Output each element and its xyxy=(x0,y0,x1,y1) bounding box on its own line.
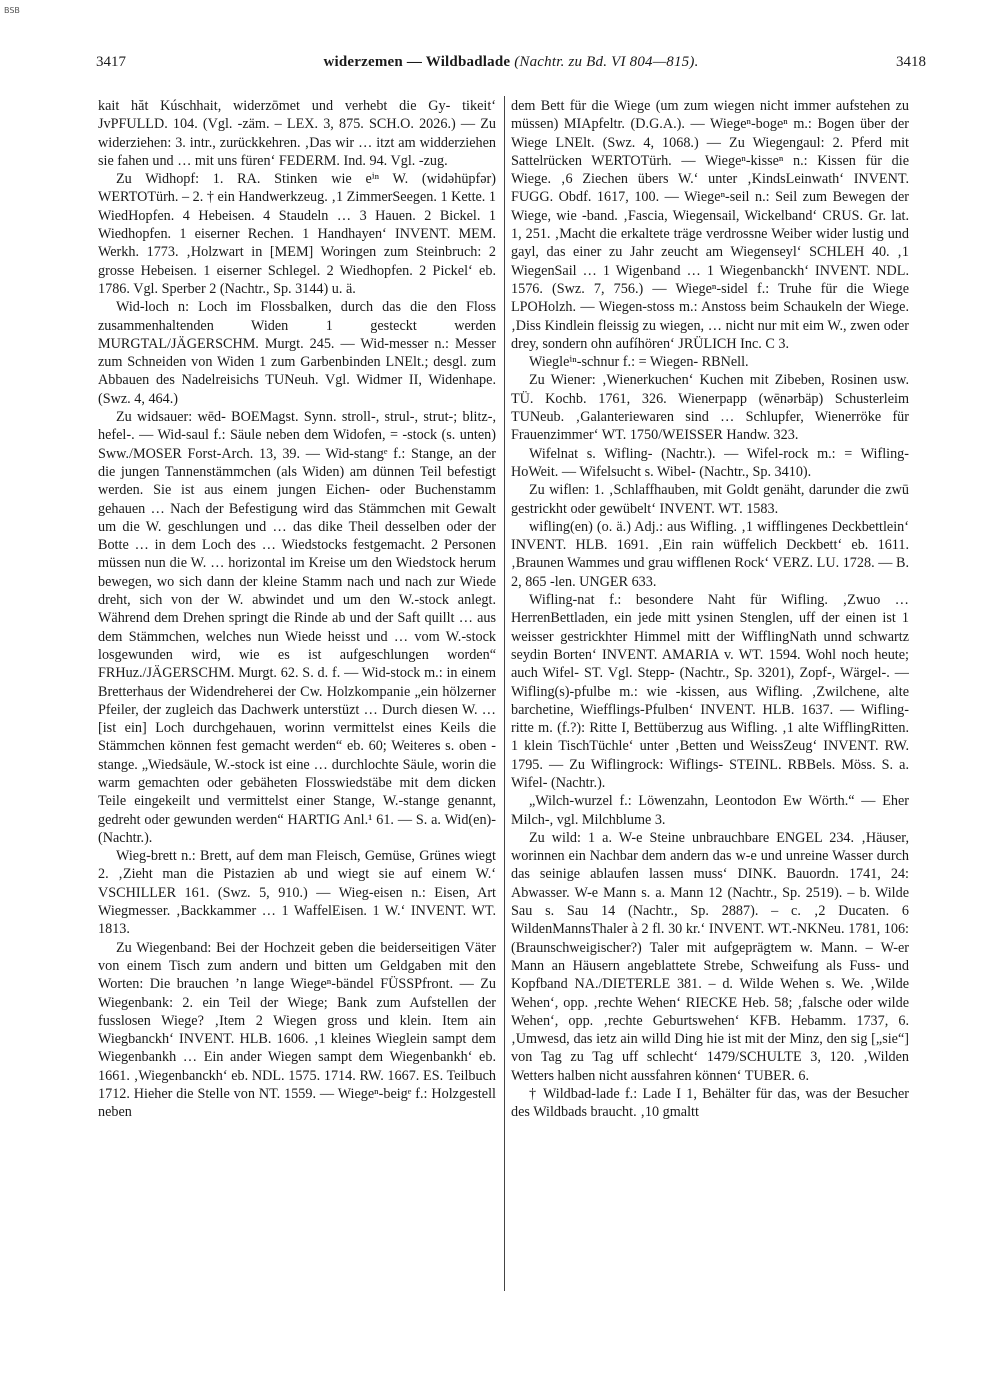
page-number-right: 3418 xyxy=(896,54,926,70)
right-text-column xyxy=(511,97,909,1297)
dictionary-entry: Zu Widhopf: 1. RA. Stinken wie eⁱⁿ W. (widəhüpfər) WERTOTürh. – 2. † ein Handwerkzeug. ‚1 ZimmerSeegen. 1 Kette. 1 WiedHopfen. 4 Hebeisen. 4 Staudeln … 3 Hauen. 2 Bickel. 1 Wiedhopfen. 1 eiserner Rechen. 1 Handhayen‘ INVENT. MEM. Werkh. 1773. ‚Holzwart in [MEM] Woringen zum Steinbruch: 2 grosse Hebeisen. 1 eiserner Schlegel. 2 Wiedhopfen. 2 Pickel‘ eb. 1786. Vgl. Sperber 2 (Nachtr., Sp. 3144) u. ä. xyxy=(98,171,496,297)
page-header xyxy=(96,54,926,74)
column-divider xyxy=(504,96,505,1291)
dictionary-entry: dem Bett für die Wiege (um zum wiegen nicht immer aufstehen zu müssen) MIApfeltr. (D.G.A.). — Wiegeⁿ-bogeⁿ m.: Bogen über der Wiege LNElt. (Swz. 4, 1068.) — Zu Wiegengaul: 2. Pferd mit Sattelrücken WERTOTürh. — Wiegeⁿ-kisseⁿ n.: Kissen für die Wiege. ‚6 Ziechen übers W.‘ unter ‚KindsLeinwath‘ INVENT. FUGG. Obdf. 1617, 100. — Wiegeⁿ-seil n.: Seil zum Bewegen der Wiege, wie -band. ‚Fascia, Wiegensail, Wickelband‘ CRUS. Gr. lat. 1, 251. ‚Macht die erkaltete träge verdrossne Weiber wider lustig und gayl, das einer zu Jahr zeucht am Wiegenseyl‘ SCHLEH 40. ‚1 WiegenSail … 1 Wigenband … 1 Wiegenbanckh‘ INVENT. NDL. 1576. (Swz. 7, 756.) — Wiegeⁿ-sidel f.: Truhe für die Wiege LPOHolzh. — Wiegen-stoss m.: Anstoss beim Schaukeln der Wiege. ‚Diss Kindlein fleissig zu wiegen, … nicht nur mit eim W., zwen oder drey, sondern ohn aufíhören‘ JRÜLICH Inc. C 3. xyxy=(511,98,909,352)
dictionary-entry: Wid-loch n: Loch im Flossbalken, durch das die den Floss zusammenhaltenden Widen 1 gesteckt werden MURGTAL/JÄGERSCHM. Murgt. 245. — Wid-messer n.: Messer zum Schneiden von Widen 1 zum Garbenbinden LNElt.; desgl. zum Abbauen des Nadelreisichs TUNeuh. Vgl. Widmer II, Widenhape. (Swz. 4, 464.) xyxy=(98,299,496,407)
dictionary-entry: Wifling-nat f.: besondere Naht für Wifling. ‚Zwuo … HerrenBettladen, ein jede mitt ysinen Stenglen, uff der einen ist 1 weisser gestrickhter Himmel mitt der WifflingNath unnd schwartz seydin Borten‘ INVENT. AMARIA v. WT. 1594. Wohl noch heute; auch Wifel- ST. Vgl. Stepp- (Nachtr., Sp. 3201), Zopf-, Wärgel-. — Wifling(s)-pfulbe m.: wie -kissen, aus Wifling. ‚Zwilchene, alte barchetine, Wiefflings-Pfulben‘ INVENT. HLB. 1637. — Wifling-ritte m. (f.?): Ritte I, Bettüberzug aus Wifling. ‚1 alte WifflingRitten. 1 klein TischTüchle‘ unter ‚Betten und WeissZeug‘ INVENT. RW. 1795. — Zu Wiflingrock: Wiflings- STEINL. RBBels. Möss. S. a. Wifel- (Nachtr.). xyxy=(511,592,909,791)
library-stamp: BSB xyxy=(4,6,20,15)
dictionary-entry: Zu Wiener: ‚Wienerkuchen‘ Kuchen mit Zibeben, Rosinen usw. TÜ. Kochb. 1761, 326. Wienerpapp (wēnərbäp) Schusterleim TUNeub. ‚Galanteriewaren sind … Schlupfer, Wienerröke für Frauenzimmer‘ WT. 1750/WEISSER Handw. 323. xyxy=(511,372,909,444)
dictionary-entry: † Wildbad-lade f.: Lade I 1, Behälter für das, was der Besucher des Wildbads braucht. ‚10 gmaltt xyxy=(511,1086,909,1121)
dictionary-entry: Wiegleⁱⁿ-schnur f.: = Wiegen- RBNell. xyxy=(529,354,749,371)
dictionary-entry: Wieg-brett n.: Brett, auf dem man Fleisch, Gemüse, Grünes wiegt 2. ‚Zieht man die Pistazien ab und wiegt sie auf einem W.‘ VSCHILLER 161. (Swz. 5, 910.) — Wieg-eisen n.: Eisen, Art Wiegmesser. ‚Backkammer … 1 WaffelEisen. 1 W.‘ INVENT. WT. 1813. xyxy=(98,848,496,938)
dictionary-entry: Zu wiflen: 1. ‚Schlaffhauben, mit Goldt genäht, darunder die zwū gestrickht oder gewübelt‘ INVENT. WT. 1583. xyxy=(511,482,909,517)
dictionary-entry: Zu widsauer: wēd- BOEMagst. Synn. stroll-, strul-, strut-; blitz-, hefel-. — Wid-saul f.: Säule neben dem Widofen, = -stock (s. unten) Sww./MOSER Forst-Arch. 13, 39. — Wid-stangᵉ f.: Stange, an der die jungen Tannenstämmchen (als Widen) am dünnen Teil befestigt werden. Sie ist aus einem jungen Eichen- oder Buchenstamm gehauen … Nach der Befestigung wird das Stämmchen mit Gewalt um die W. geschlungen und … das dike Theil desselben oder der Botte … in dem Loch des … Wiedstocks festgemacht. 2 Personen müssen nun die W. … horizontal im Kreise um den Wiedstock herum bewegen, wo sich dann der kleine Stamm nach und nach zur Wiede dreht, sich von der W. abwindet und um den W.-stock anlegt. Während dem Drehen springt die Rinde ab und der Saft quillt … aus dem Stämmchen, welches nun Wiede heisst und … vom W.-stock losgewunden wird, wie es ist aufgeschlungen worden“ FRHuz./JÄGERSCHM. Murgt. 62. S. d. f. — Wid-stock m.: in einem Bretterhaus der Widendreherei der Cw. Holzkompanie „ein hölzerner Pfeiler, der zugleich das Dachwerk unterstüzt … Durch diesen W. … [ist ein] Loch durchgehauen, worinn vermittelst eines Keils die Stämmchen können fest gemacht werden“ eb. 60; Weiteres s. oben -stange. „Wiedsäule, W.-stock ist eine … durchlochte Säule, worin die warm gemachten oder gebäheten Flosswiedstäbe mit dem dicken Teile eingekeilt und vermittelst einer Stange, W.-stange genannt, gedreht oder gewunden werden“ HARTIG Anl.¹ 61. — S. a. Wid(en)- (Nachtr.). xyxy=(98,409,496,846)
running-title-main: widerzemen — Wildbadlade xyxy=(323,54,511,70)
dictionary-entry: Wifelnat s. Wifling- (Nachtr.). — Wifel-rock m.: = Wifling- HoWeit. — Wifelsucht s. Wibel- (Nachtr., Sp. 3410). xyxy=(511,445,909,480)
dictionary-entry: Zu Wiegenband: Bei der Hochzeit geben die beiderseitigen Väter von einem Tisch zum andern und bitten um Geldgaben mit den Worten: Die brauchen ’n lange Wiegeⁿ-bändel FÜSSPfront. — Zu Wiegenbank: 2. ein Teil der Wiege; Bank zum Aufstellen der fusslosen Wiege? ‚Item 2 Wiegen gross und klein. Item ain Wiegbanckh‘ INVENT. HLB. 1606. ‚1 kleines Wieglein sampt dem Wiegenbankh … Ein ander Wiegen sampt dem Wiegenbankh‘ eb. 1661. ‚Wiegenbanckh‘ eb. NDL. 1575. 1714. RW. 1667. ES. Teilbuch 1712. Hieher die Stelle von NT. 1559. — Wiegeⁿ-beigᵉ f.: Holzgestell neben xyxy=(98,939,496,1121)
dictionary-entry: kait hăt Kúschhait, widerzōmet und verhebt die Gy- tikeit‘ JvPFULLD. 104. (Vgl. -zäm. – LEX. 3, 875. SCH.O. 2026.) — Zu widerziehen: 3. intr., zurückkehren. ‚Das wir … itzt am widderziehen sie fahen und … mit uns füren‘ FEDERM. Ind. 94. Vgl. -zug. xyxy=(98,98,496,169)
running-title-reference: (Nachtr. zu Bd. VI 804—815). xyxy=(514,54,699,70)
running-title xyxy=(96,54,926,71)
left-text-column xyxy=(98,97,496,1297)
page-number-left: 3417 xyxy=(96,54,126,70)
dictionary-entry: wifling(en) (o. ä.) Adj.: aus Wifling. ‚1 wifflingenes Deckbettlein‘ INVENT. HLB. 1691. ‚Ein rain wüffelich Deckbett‘ eb. 1611. ‚Braunen Wammes und grau wifflenen Rock‘ VERZ. LU. 1728. — B. 2, 865 -len. UNGER 633. xyxy=(511,518,909,590)
dictionary-entry: „Wilch-wurzel f.: Löwenzahn, Leontodon Ew Wörth.“ — Eher Milch-, vgl. Milchblume 3. xyxy=(511,793,909,828)
dictionary-entry: Zu wild: 1 a. W-e Steine unbrauchbare ENGEL 234. ‚Häuser, worinnen ein Nachbar dem andern das w-e und unreine Wasser durch das seinige ablaufen lassen muss‘ DINK. Bauordn. 1741, 24: Abwasser. W-e Mann s. a. Mann 12 (Nachtr., Sp. 2519). – b. Wilde Sau s. Sau 14 (Nachtr., Sp. 2887). – c. ‚2 Ducaten. 6 WildenMannsThaler à 2 fl. 30 kr.‘ INVENT. WT.-NKNeu. 1781, 106: (Braunschweigischer?) Taler mit aufgeprägtem w. Mann. – W-er Mann an Häusern angeblattete Strebe, Schweifung als Fuss- und Kopfband NA./DIETERLE 381. – d. Wilde Wehen s. We. ‚Wilde Wehen‘, opp. ‚rechte Wehen‘ RIECKE Heb. 58; ‚falsche oder wilde Wehen‘, opp. ‚rechte Geburtswehen‘ KFB. Hebamm. 1737, 6. ‚Umwesd, das ietz ain willd Ding hie ist mit der Minz, den sig [„sie“] von Tag zu Tag uff schlecht‘ 1479/SCHULTE 3, 120. ‚Wilden Wetters halben nicht aussfahren könnenʻ TUBER. 6. xyxy=(511,829,909,1084)
